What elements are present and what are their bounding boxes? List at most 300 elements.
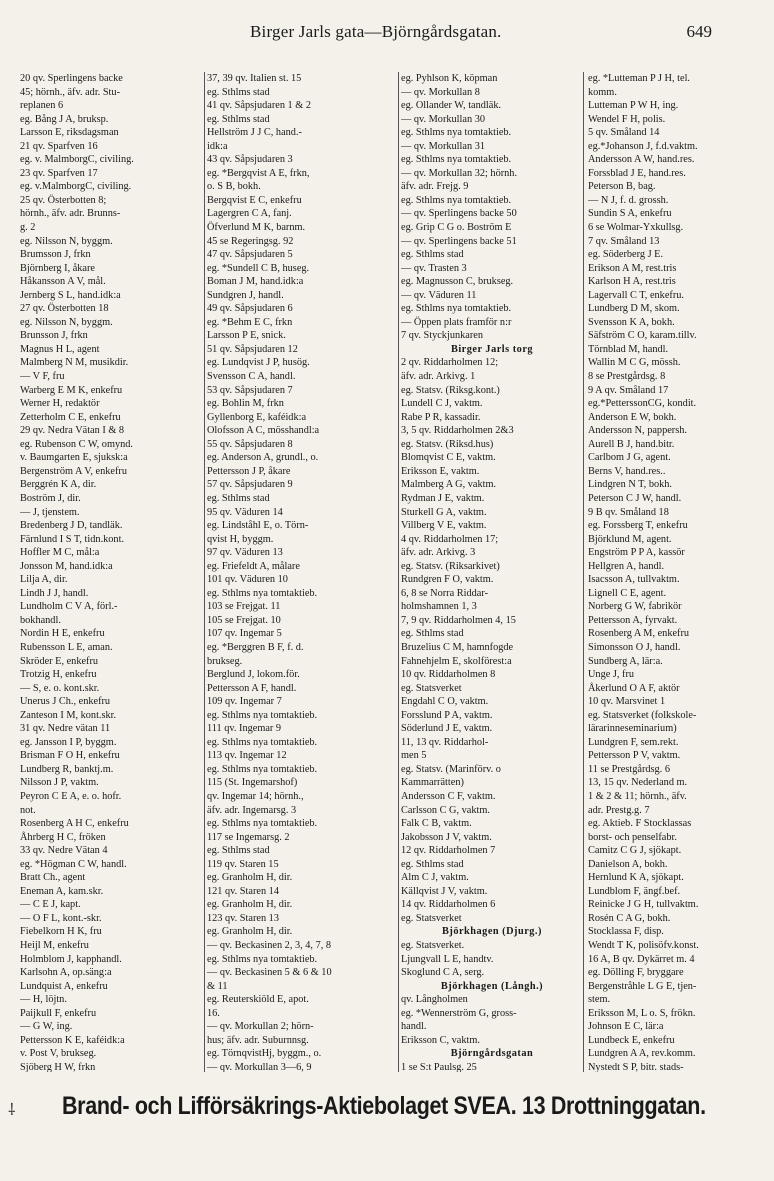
directory-entry: stem. — [588, 994, 611, 1006]
directory-entry: Bergenstråhle L G E, tjen- — [588, 980, 697, 992]
directory-entry: eg. v. MalmborgC, civiling. — [20, 154, 134, 166]
directory-entry: eg. Sthlms nya tomtaktieb. — [207, 736, 318, 748]
directory-entry: — qv. Väduren 11 — [401, 289, 477, 301]
directory-entry: Erikson A M, rest.tris — [588, 262, 677, 274]
directory-entry: 9 B qv. Småland 18 — [588, 506, 669, 518]
directory-entry: Gyllenborg E, kaféidk:a — [207, 411, 307, 423]
page-header — [0, 18, 774, 48]
directory-entry: Jonsson M, hand.idk:a — [20, 560, 113, 572]
directory-entry: Bredenberg J D, tandläk. — [20, 520, 123, 532]
directory-entry: Lundberg D M, skom. — [588, 303, 680, 315]
directory-entry: eg. Söderberg J E. — [588, 249, 664, 261]
directory-entry: Anderson E W, bokh. — [588, 411, 677, 423]
directory-entry: eg. Sthlms stad — [401, 858, 464, 870]
directory-entry: Nordin H E, enkefru — [20, 628, 105, 640]
directory-entry: Hernlund K A, sjökapt. — [588, 872, 684, 884]
directory-entry: eg. Bång J A, bruksp. — [20, 113, 109, 125]
directory-entry: eg. Sthlms nya tomtaktieb. — [401, 127, 512, 139]
directory-entry: Wendel F H, polis. — [588, 113, 666, 125]
directory-entry: Lundell C J, vaktm. — [401, 398, 483, 410]
directory-entry: eg. Sthlms stad — [207, 86, 270, 98]
directory-entry: Forsslund P A, vaktm. — [401, 709, 493, 721]
directory-entry: — qv. Morkullan 31 — [401, 140, 485, 152]
directory-entry: Pettersson P V, vaktm. — [588, 750, 681, 762]
directory-entry: eg. Statsverket. — [401, 940, 465, 951]
directory-entry: Boström J, dir. — [20, 492, 81, 504]
directory-entry: Björklund M, agent. — [588, 533, 672, 545]
directory-entry: Brumsson J, frkn — [20, 249, 91, 261]
directory-entry: Villberg V E, vaktm. — [401, 520, 487, 532]
directory-entry: 16. — [207, 1007, 220, 1019]
directory-entry: Nilsson J P, vaktm. — [20, 777, 99, 789]
directory-entry: replanen 6 — [20, 100, 64, 112]
column-1 — [20, 72, 203, 1072]
directory-entry: Lundholm C V A, förl.- — [20, 601, 118, 613]
directory-entry: — H, löjtn. — [20, 994, 67, 1006]
hand-mark-icon: ⸸ — [8, 1102, 16, 1119]
directory-entry: 97 qv. Väduren 13 — [207, 547, 283, 559]
directory-entry: Norberg G W, fabrikör — [588, 601, 682, 613]
directory-entry: 33 qv. Nedre Vätan 4 — [20, 845, 108, 857]
directory-entry: eg. Statsverket (folkskole- — [588, 709, 697, 721]
directory-entry: eg. *Sundell C B, huseg. — [207, 262, 310, 274]
page-title: Birger Jarls gata—Björngårdsgatan. — [250, 22, 502, 41]
directory-entry: Rabe P R, kassadir. — [401, 411, 481, 423]
directory-entry: eg. Nilsson N, byggm. — [20, 235, 113, 247]
directory-entry: 37, 39 qv. Italien st. 15 — [207, 73, 302, 84]
directory-entry: 11, 13 qv. Riddarhol- — [401, 736, 489, 748]
directory-entry: — qv. Sperlingens backe 50 — [401, 208, 517, 220]
directory-entry: eg. Dölling F, bryggare — [588, 967, 684, 979]
directory-entry: — V F, fru — [20, 371, 65, 383]
directory-entry: 16 A, B qv. Dykärret m. 4 — [588, 953, 695, 965]
directory-entry: 117 se Ingemarsg. 2 — [207, 831, 290, 843]
directory-entry: — S, e. o. kont.skr. — [20, 682, 100, 694]
directory-entry: 45 se Regeringsg. 92 — [207, 235, 294, 247]
directory-entry: o. S B, bokh. — [207, 181, 261, 193]
directory-entry: brukseg. — [207, 655, 243, 667]
directory-entry: Sundin S A, enkefru — [588, 208, 672, 220]
directory-entry: Sjöberg H W, frkn — [20, 1061, 96, 1072]
directory-entry: Berns V, hand.res.. — [588, 465, 666, 477]
directory-entry: Olofsson A C, mösshandl:a — [207, 425, 320, 437]
directory-entry: hörnh., äfv. adr. Brunns- — [20, 208, 121, 220]
directory-entry: Malmberg A G, vaktm. — [401, 479, 497, 491]
directory-entry: 41 qv. Såpsjudaren 1 & 2 — [207, 100, 312, 112]
directory-entry: 12 qv. Riddarholmen 7 — [401, 845, 496, 857]
directory-entry: idk:a — [207, 140, 228, 152]
directory-entry: 4 qv. Riddarholmen 17; — [401, 533, 499, 545]
directory-entry: Rundgren F O, vaktm. — [401, 574, 494, 586]
directory-entry: Eriksson E, vaktm. — [401, 465, 480, 477]
directory-entry: eg. Sthlms nya tomtaktieb. — [207, 818, 318, 830]
directory-entry: Trotzig H, enkefru — [20, 669, 97, 681]
directory-entry: eg. *Bergqvist A E, frkn, — [207, 167, 310, 179]
directory-entry: Törnblad M, handl. — [588, 343, 669, 355]
directory-entry: — qv. Morkullan 30 — [401, 113, 485, 125]
directory-entry: Unerus J Ch., enkefru — [20, 696, 111, 708]
directory-entry: bokhandl. — [20, 614, 61, 626]
section-heading: Björkhagen (Djurg.) — [442, 926, 542, 938]
directory-entry: eg. Sthlms nya tomtaktieb. — [401, 194, 512, 206]
directory-entry: holmshamnen 1, 3 — [401, 601, 477, 613]
directory-entry: eg. Ollander W, tandläk. — [401, 100, 502, 112]
directory-entry: 31 qv. Nedre vätan 11 — [20, 723, 111, 735]
directory-entry: — qv. Morkullan 32; hörnh. — [401, 167, 518, 179]
directory-entry: g. 2 — [20, 222, 36, 234]
directory-entry: 113 qv. Ingemar 12 — [207, 750, 287, 762]
directory-entry: Lilja A, dir. — [20, 574, 68, 586]
directory-entry: Warberg E M K, enkefru — [20, 384, 123, 396]
directory-entry: 49 qv. Såpsjudaren 6 — [207, 303, 293, 315]
directory-entry: Engdahl C O, vaktm. — [401, 696, 489, 708]
directory-entry: Simonsson O J, handl. — [588, 641, 681, 653]
directory-entry: eg. *Behm E C, frkn — [207, 316, 293, 328]
directory-entry: 121 qv. Staren 14 — [207, 885, 279, 897]
directory-entry: äfv. adr. Arkivg. 1 — [401, 371, 476, 383]
directory-entry: eg. Friefeldt A, målare — [207, 560, 300, 572]
directory-entry: eg.*PetterssonCG, kondit. — [588, 398, 697, 410]
directory-entry: Lundberg R, banktj.m. — [20, 763, 114, 775]
directory-entry: 6, 8 se Norra Riddar- — [401, 587, 489, 599]
directory-entry: Lagervall C T, enkefru. — [588, 289, 684, 301]
directory-entry: Falk C B, vaktm. — [401, 818, 472, 830]
footer-advertisement — [0, 1092, 774, 1132]
directory-entry: 105 se Frejgat. 10 — [207, 614, 281, 626]
directory-entry: 107 qv. Ingemar 5 — [207, 628, 282, 640]
directory-entry: Carlsson C G, vaktm. — [401, 804, 490, 816]
directory-entry: Lagergren C A, fanj. — [207, 208, 292, 220]
directory-entry: eg. Aktieb. F Stocklassas — [588, 818, 692, 830]
directory-entry: 25 qv. Österbotten 8; — [20, 194, 107, 206]
directory-entry: Karlsohn A, op.säng:a — [20, 967, 112, 979]
directory-entry: Isacsson A, tullvaktm. — [588, 574, 680, 586]
directory-entry: Reinicke J G H, tullvaktm. — [588, 899, 699, 911]
directory-entry: eg. Pyhlson K, köpman — [401, 73, 498, 84]
directory-entry: eg. Bohlin M, frkn — [207, 398, 284, 410]
directory-entry: eg. Sthlms nya tomtaktieb. — [401, 154, 512, 166]
directory-entry: Eneman A, kam.skr. — [20, 885, 104, 897]
directory-entry: Brisman F O H, enkefru — [20, 750, 120, 762]
directory-entry: — qv. Beckasinen 5 & 6 & 10 — [207, 967, 332, 979]
directory-entry: komm. — [588, 86, 617, 98]
directory-entry: Andersson N, pappersh. — [588, 425, 687, 437]
directory-entry: — qv. Morkullan 3—6, 9 — [207, 1061, 312, 1072]
directory-entry: Rydman J E, vaktm. — [401, 492, 485, 504]
directory-entry: eg. Grip C G o. Boström E — [401, 222, 512, 234]
directory-entry: 23 qv. Sparfven 17 — [20, 167, 98, 179]
directory-entry: qv. Ingemar 14; hörnh., — [207, 790, 304, 802]
directory-entry: Zetterholm C E, enkefru — [20, 411, 121, 423]
directory-entry: 29 qv. Nedra Vätan I & 8 — [20, 425, 125, 437]
advertisement-text: Brand- och Lifförsäkrings-Aktiebolaget SVEA. 13 Drottninggatan. — [62, 1092, 706, 1120]
directory-entry: eg. Sthlms nya tomtaktieb. — [207, 709, 318, 721]
directory-entry: — qv. Sperlingens backe 51 — [401, 235, 517, 247]
directory-entry: v. Baumgarten E, sjuksk:a — [20, 452, 128, 464]
directory-entry: Skoglund C A, serg. — [401, 967, 485, 979]
directory-entry: Ljungvall L E, handtv. — [401, 953, 494, 965]
directory-entry: eg. Sthlms nya tomtaktieb. — [207, 587, 318, 599]
directory-entry: Larsson E, riksdagsman — [20, 127, 119, 139]
directory-entry: äfv. adr. Frejg. 9 — [401, 181, 469, 193]
directory-entry: 47 qv. Såpsjudaren 5 — [207, 249, 293, 261]
directory-entry: Åhrberg H C, fröken — [20, 831, 106, 843]
directory-entry: 2 qv. Riddarholmen 12; — [401, 357, 499, 369]
directory-entry: eg. Anderson A, grundl., o. — [207, 452, 319, 464]
directory-entry: 51 qv. Såpsjudaren 12 — [207, 343, 298, 355]
directory-entry: Lindgren N T, bokh. — [588, 479, 672, 491]
directory-entry: eg. Granholm H, dir. — [207, 872, 293, 884]
directory-entry: — qv. Beckasinen 2, 3, 4, 7, 8 — [207, 940, 332, 951]
column-2 — [207, 72, 397, 1072]
directory-entry: Fahnehjelm E, skolförest:a — [401, 655, 512, 667]
directory-entry: 57 qv. Såpsjudaren 9 — [207, 479, 293, 491]
directory-entry: 6 se Wolmar-Yxkullsg. — [588, 222, 684, 234]
directory-entry: Jernberg S L, hand.idk:a — [20, 289, 121, 301]
directory-entry: v. Post V, brukseg. — [20, 1048, 97, 1060]
directory-entry: 10 qv. Marsvinet 1 — [588, 696, 666, 708]
directory-entry: Eriksson M, L o. S, frökn. — [588, 1007, 696, 1019]
directory-entry: Engström P P A, kassör — [588, 547, 685, 559]
directory-entry: eg. *Lutteman P J H, tel. — [588, 73, 690, 84]
directory-entry: eg. Forssberg T, enkefru — [588, 520, 688, 532]
directory-entry: Lundbeck E, enkefru — [588, 1034, 675, 1046]
directory-entry: 103 se Frejgat. 11 — [207, 601, 281, 613]
directory-entry: Lundblom F, ängf.bef. — [588, 885, 681, 897]
directory-entry: Rosén C A G, bokh. — [588, 912, 671, 924]
directory-entry: 3, 5 qv. Riddarholmen 2&3 — [401, 425, 514, 437]
directory-entry: Peterson C J W, handl. — [588, 492, 682, 504]
directory-entry: Sturkell G A, vaktm. — [401, 506, 487, 518]
directory-entry: Åkerlund O A F, aktör — [588, 682, 680, 694]
directory-entry: eg. Sthlms nya tomtaktieb. — [401, 303, 512, 315]
directory-entry: 14 qv. Riddarholmen 6 — [401, 899, 496, 911]
directory-entry: eg. Rubenson C W, omynd. — [20, 438, 133, 450]
directory-entry: eg. v.MalmborgC, civiling. — [20, 181, 132, 193]
directory-entry: handl. — [401, 1021, 427, 1033]
directory-entry: eg. Lindståhl E, o. Törn- — [207, 520, 309, 532]
directory-entry: 95 qv. Väduren 14 — [207, 506, 283, 518]
directory-entry: Svensson K A, bokh. — [588, 316, 675, 328]
directory-entry: Brunsson J, frkn — [20, 330, 88, 342]
directory-entry: Källqvist J V, vaktm. — [401, 885, 488, 897]
directory-entry: 123 qv. Staren 13 — [207, 912, 279, 924]
directory-entry: Säfström C O, karam.tillv. — [588, 330, 697, 342]
directory-entry: Lutteman P W H, ing. — [588, 100, 679, 112]
directory-entry: — qv. Morkullan 8 — [401, 86, 480, 98]
directory-entry: Fiebelkorn H K, fru — [20, 926, 102, 938]
directory-entry: Heijl M, enkefru — [20, 940, 89, 951]
directory-entry: 21 qv. Sparfven 16 — [20, 140, 98, 152]
directory-entry: Lundquist A, enkefru — [20, 980, 108, 992]
directory-entry: — Öppen plats framför n:r — [401, 316, 512, 328]
directory-entry: — C E J, kapt. — [20, 899, 81, 911]
directory-entry: Johnson E C, lär:a — [588, 1021, 664, 1033]
directory-entry: Svensson C A, handl. — [207, 371, 296, 383]
directory-entry: Zanteson I M, kont.skr. — [20, 709, 117, 721]
directory-entry: Berglund J, lokom.för. — [207, 669, 300, 681]
directory-entry: 45; hörnh., äfv. adr. Stu- — [20, 86, 120, 98]
page-number: 649 — [686, 22, 712, 41]
directory-entry: eg.*Johanson J, f.d.vaktm. — [588, 140, 698, 152]
directory-entry: Magnus H L, agent — [20, 343, 100, 355]
directory-entry: Pettersson A, fyrvakt. — [588, 614, 678, 626]
directory-entry: Malmberg N M, musikdir. — [20, 357, 129, 369]
directory-entry: eg. Statsverket — [401, 682, 462, 694]
directory-entry: 7 qv. Styckjunkaren — [401, 330, 483, 342]
directory-entry: 8 se Prestgårdsg. 8 — [588, 371, 666, 383]
directory-entry: 7, 9 qv. Riddarholmen 4, 15 — [401, 614, 516, 626]
directory-entry: Pettersson K E, kaféidk:a — [20, 1034, 125, 1046]
directory-entry: eg. Statsv. (Riksd.hus) — [401, 438, 494, 450]
directory-entry: men 5 — [401, 750, 427, 762]
directory-entry: Rosenberg A M, enkefru — [588, 628, 690, 640]
directory-entry: Håkansson A V, mål. — [20, 276, 106, 288]
directory-entry: — O F L, kont.-skr. — [20, 912, 102, 924]
directory-entry: 1 se S:t Paulsg. 25 — [401, 1061, 477, 1072]
directory-entry: qvist H, byggm. — [207, 533, 274, 545]
directory-entry: Paijkull F, enkefru — [20, 1007, 97, 1019]
directory-entry: — J, tjenstem. — [20, 506, 80, 518]
directory-entry: Blomqvist C E, vaktm. — [401, 452, 496, 464]
directory-entry: äfv. adr. Arkivg. 3 — [401, 547, 476, 559]
directory-entry: Alm C J, vaktm. — [401, 872, 469, 884]
directory-entry: Larsson P E, snick. — [207, 330, 286, 342]
section-heading: Björkhagen (Långh.) — [440, 980, 544, 992]
directory-entry: & 11 — [207, 980, 228, 992]
directory-entry: Peterson B, bag. — [588, 181, 656, 193]
directory-entry: Karlson H A, rest.tris — [588, 276, 676, 288]
directory-entry: qv. Långholmen — [401, 994, 468, 1006]
directory-entry: — N J, f. d. grossh. — [588, 194, 669, 206]
directory-entry: eg. Statsverket — [401, 912, 462, 924]
directory-entry: Rosenberg A H C, enkefru — [20, 818, 129, 830]
directory-entry: 43 qv. Såpsjudaren 3 — [207, 154, 293, 166]
directory-entry: Jakobsson J V, vaktm. — [401, 831, 492, 843]
directory-entry: Peyron C E A, e. o. hofr. — [20, 790, 122, 802]
directory-entry: eg. Magnusson C, brukseg. — [401, 276, 514, 288]
directory-entry: eg. Statsv. (Riksg.kont.) — [401, 384, 500, 396]
directory-entry: 9 A qv. Småland 17 — [588, 384, 669, 396]
directory-entry: eg. Sthlms stad — [401, 628, 464, 640]
directory-entry: Stocklassa F, disp. — [588, 926, 664, 938]
directory-entry: Björnberg I, åkare — [20, 262, 96, 274]
directory-entry: — qv. Trasten 3 — [401, 262, 467, 274]
directory-entry: 10 qv. Riddarholmen 8 — [401, 669, 496, 681]
directory-entry: — G W, ing. — [20, 1021, 73, 1033]
directory-entry: 7 qv. Småland 13 — [588, 235, 660, 247]
directory-entry: 119 qv. Staren 15 — [207, 858, 279, 870]
directory-entry: 55 qv. Såpsjudaren 8 — [207, 438, 293, 450]
directory-entry: Hellgren A, handl. — [588, 560, 665, 572]
directory-entry: eg. TörnqvistHj, byggm., o. — [207, 1048, 322, 1060]
directory-entry: Eriksson C, vaktm. — [401, 1034, 480, 1046]
directory-entry: Lindh J J, handl. — [20, 587, 89, 599]
directory-entry: Sundgren J, handl. — [207, 289, 284, 301]
directory-entry: adr. Prestg.g. 7 — [588, 804, 650, 816]
directory-entry: Kammarrätten) — [401, 777, 464, 789]
directory-entry: Danielson A, bokh. — [588, 858, 668, 870]
directory-entry: — qv. Morkullan 2; hörn- — [207, 1021, 314, 1033]
directory-entry: 13, 15 qv. Nederland m. — [588, 777, 688, 789]
directory-entry: 5 qv. Småland 14 — [588, 127, 660, 139]
directory-entry: 111 qv. Ingemar 9 — [207, 723, 282, 735]
directory-entry: eg. Nilsson N, byggm. — [20, 316, 113, 328]
section-heading: Birger Jarls torg — [450, 343, 534, 355]
directory-entry: Rubensson L E, aman. — [20, 641, 113, 653]
directory-entry: 11 se Prestgårdsg. 6 — [588, 763, 670, 775]
directory-entry: eg. *Berggren B F, f. d. — [207, 641, 304, 653]
directory-entry: eg. Statsv. (Riksarkivet) — [401, 560, 500, 572]
directory-entry: Hellström J J C, hand.- — [207, 127, 302, 139]
directory-entry: eg. Lundqvist J P, husög. — [207, 357, 310, 369]
directory-entry: Andersson C F, vaktm. — [401, 790, 496, 802]
directory-entry: Lundgren F, sem.rekt. — [588, 736, 679, 748]
directory-entry: Wendt T K, polisöfv.konst. — [588, 940, 699, 951]
directory-columns — [20, 72, 760, 1072]
directory-entry: Werner H, redaktör — [20, 398, 100, 410]
directory-entry: äfv. adr. Ingemarsg. 3 — [207, 804, 297, 816]
directory-entry: 101 qv. Väduren 10 — [207, 574, 288, 586]
directory-entry: eg. Granholm H, dir. — [207, 899, 293, 911]
column-3 — [401, 72, 583, 1072]
directory-entry: Pettersson J P, åkare — [207, 465, 291, 477]
directory-entry: Holmblom J, kapphandl. — [20, 953, 122, 965]
directory-entry: eg. Statsv. (Marinförv. o — [401, 763, 501, 775]
directory-entry: Bruzelius C M, hamnfogde — [401, 641, 514, 653]
directory-entry: Aurell B J, hand.bitr. — [588, 438, 675, 450]
directory-entry: lärarinneseminarium) — [588, 723, 677, 735]
directory-entry: eg. Jansson I P, byggm. — [20, 736, 117, 748]
directory-entry: eg. Sthlms stad — [401, 249, 464, 261]
directory-entry: Andersson A W, hand.res. — [588, 154, 695, 166]
directory-entry: Skröder E, enkefru — [20, 655, 99, 667]
directory-entry: eg. Reuterskiöld E, apot. — [207, 994, 309, 1006]
directory-entry: 115 (St. Ingemarshof) — [207, 777, 298, 789]
directory-entry: Boman J M, hand.idk:a — [207, 276, 304, 288]
directory-entry: Öfverlund M K, barnm. — [207, 222, 306, 234]
directory-entry: Bergenström A V, enkefru — [20, 465, 127, 477]
directory-entry: eg. Sthlms stad — [207, 113, 270, 125]
directory-entry: Söderlund J E, vaktm. — [401, 723, 493, 735]
directory-entry: eg. Sthlms stad — [207, 492, 270, 504]
section-heading: Björngårdsgatan — [450, 1048, 534, 1060]
directory-entry: eg. *Wennerström G, gross- — [401, 1007, 517, 1019]
directory-entry: borst- och penselfabr. — [588, 831, 677, 843]
column-4 — [588, 72, 760, 1072]
directory-entry: Lignell C E, agent. — [588, 587, 667, 599]
directory-entry: Unge J, fru — [588, 669, 635, 681]
directory-entry: Berggrén K A, dir. — [20, 479, 97, 491]
directory-entry: Nystedt S P, bitr. stads- — [588, 1061, 684, 1072]
directory-entry: Pettersson A F, handl. — [207, 682, 297, 694]
directory-entry: not. — [20, 804, 36, 816]
directory-entry: 20 qv. Sperlingens backe — [20, 73, 123, 84]
directory-entry: eg. Sthlms stad — [207, 845, 270, 857]
directory-entry: eg. Sthlms nya tomtaktieb. — [207, 763, 318, 775]
directory-entry: 109 qv. Ingemar 7 — [207, 696, 282, 708]
directory-entry: hus; äfv. adr. Suburnnsg. — [207, 1034, 309, 1046]
directory-entry: 53 qv. Såpsjudaren 7 — [207, 384, 293, 396]
directory-entry: Lundgren A A, rev.komm. — [588, 1048, 696, 1060]
directory-entry: eg. Sthlms nya tomtaktieb. — [207, 953, 318, 965]
directory-entry: eg. *Högman C W, handl. — [20, 858, 127, 870]
directory-entry: Carlbom J G, agent. — [588, 452, 671, 464]
directory-entry: Bergqvist E C, enkefru — [207, 194, 302, 206]
directory-entry: Färnlund I S T, tidn.kont. — [20, 533, 125, 545]
directory-entry: Camitz C G J, sjökapt. — [588, 845, 682, 857]
directory-entry: 1 & 2 & 11; hörnh., äfv. — [588, 790, 687, 802]
